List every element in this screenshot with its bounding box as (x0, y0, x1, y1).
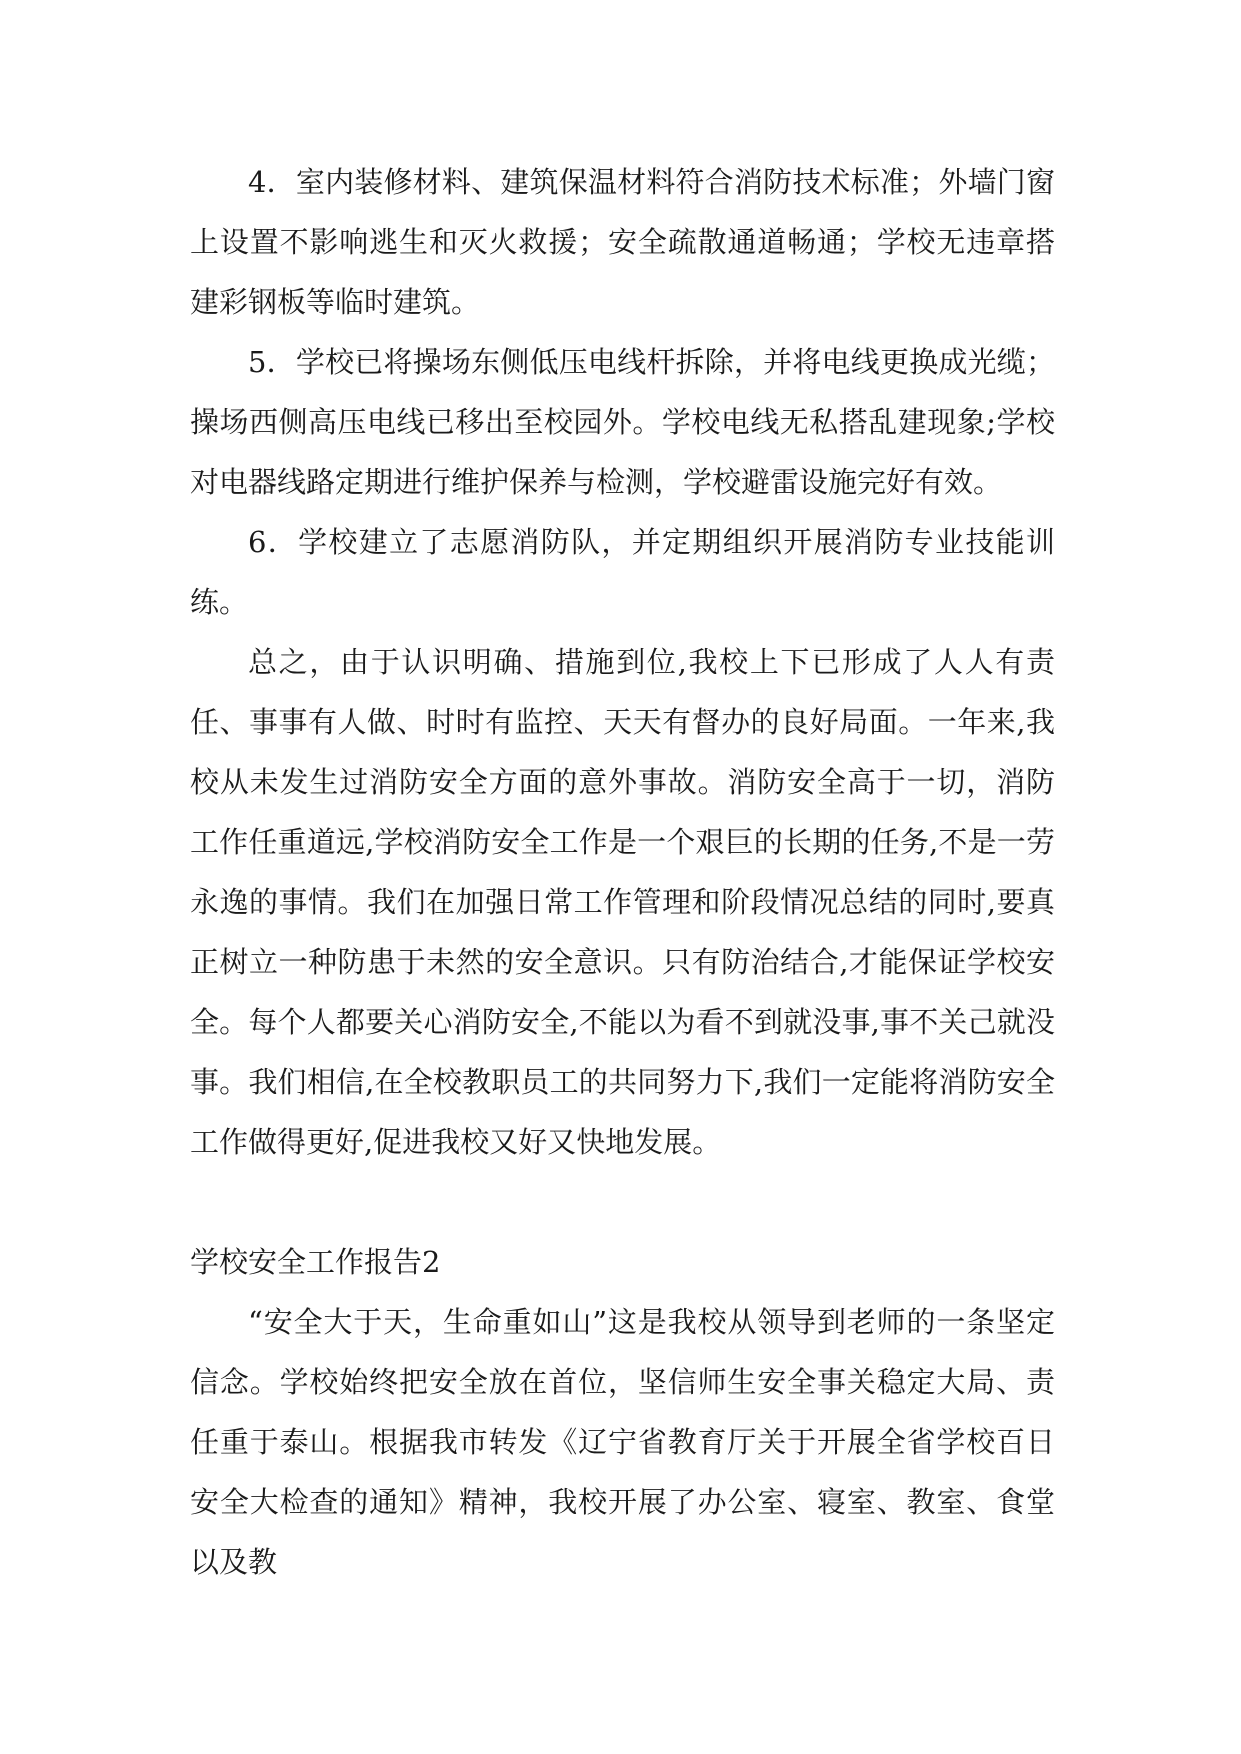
paragraph-item-6: 6．学校建立了志愿消防队，并定期组织开展消防专业技能训练。 (190, 525, 1055, 619)
paragraph-summary: 总之，由于认识明确、措施到位,我校上下已形成了人人有责任、事事有人做、时时有监控、天天有督办的良好局面。一年来,我校从未发生过消防安全方面的意外事故。消防安全高于一切，消防工作任重道远,学校消防安全工作是一个艰巨的长期的任务,不是一劳永逸的事情。我们在加强日常工作管理和阶段情况总结的同时,要真正树立一种防患于未然的安全意识。只有防治结合,才能保证学校安全。每个人都要关心消防安全,不能以为看不到就没事,事不关己就没事。我们相信,在全校教职员工的共同努力下,我们一定能将消防安全工作做得更好,促进我校又好又快地发展。 (190, 645, 1055, 1159)
paragraph-item-5: 5．学校已将操场东侧低压电线杆拆除，并将电线更换成光缆；操场西侧高压电线已移出至校园外。学校电线无私搭乱建现象;学校对电器线路定期进行维护保养与检测，学校避雷设施完好有效。 (190, 345, 1055, 499)
section-gap (190, 1172, 1055, 1232)
paragraph-item-4: 4．室内装修材料、建筑保温材料符合消防技术标准；外墙门窗上设置不影响逃生和灭火救援；安全疏散通道畅通；学校无违章搭建彩钢板等临时建筑。 (190, 165, 1055, 319)
paragraph-intro: “安全大于天，生命重如山”这是我校从领导到老师的一条坚定信念。学校始终把安全放在首位，坚信师生安全事关稳定大局、责任重于泰山。根据我市转发《辽宁省教育厅关于开展全省学校百日安全大检查的通知》精神，我校开展了办公室、寝室、教室、食堂以及教 (190, 1305, 1055, 1579)
section-heading: 学校安全工作报告2 (190, 1245, 441, 1279)
document-body (190, 152, 1055, 1592)
